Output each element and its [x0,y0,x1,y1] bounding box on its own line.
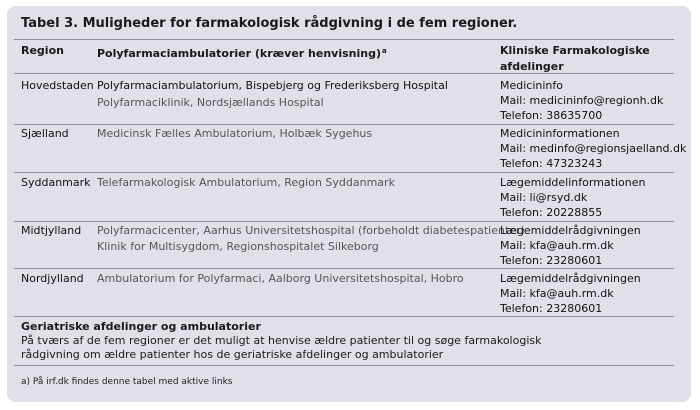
row-syddanmark-region: Syddanmark [21,176,91,189]
row-nordjylland-region: Nordjylland [21,272,84,285]
row-sjaelland-region: Sjælland [21,127,69,140]
row-sjaelland-klinisk-2: Mail: medinfo@regionsjaelland.dk [500,142,687,155]
row-hovedstaden-poly-1: Polyfarmaciambulatorium, Bispebjerg og Frederiksberg Hospital [97,79,448,92]
header-klinisk [500,43,650,75]
header-klinisk-line2: afdelinger [500,60,564,73]
rule-row-3 [14,221,674,222]
row-hovedstaden-poly-2: Polyfarmaciklinik, Nordsjællands Hospital [97,96,324,109]
row-nordjylland-poly-1: Ambulatorium for Polyfarmaci, Aalborg Universitetshospital, Hobro [97,272,464,285]
geriatric-text: På tværs af de fem regioner er det muligt at henvise ældre patienter til og søge farmakologisk rådgivning om ældre patienter hos de geriatriske afdelinger og ambulatorier [21,334,542,361]
row-nordjylland-klinisk-2: Mail: kfa@auh.rm.dk [500,287,614,300]
rule-top [14,39,674,40]
row-nordjylland-klinisk-1: Lægemiddelrådgivningen [500,272,641,285]
row-sjaelland-klinisk-3: Telefon: 47323243 [500,157,603,170]
row-sjaelland-klinisk-1: Medicininformationen [500,127,620,140]
header-region: Region [21,44,64,57]
rule-header [14,73,674,74]
row-midtjylland-poly-2: Klinik for Multisygdom, Regionshospitalet Silkeborg [97,240,379,253]
rule-row-1 [14,124,674,125]
rule-row-5 [14,316,674,317]
geriatric-title: Geriatriske afdelinger og ambulatorier [21,320,261,333]
row-syddanmark-klinisk-3: Telefon: 20228855 [500,206,603,219]
header-klinisk-line1: Kliniske Farmakologiske [500,44,650,57]
footnote-marker: a [382,47,387,55]
rule-row-2 [14,172,674,173]
row-midtjylland-klinisk-3: Telefon: 23280601 [500,254,603,267]
row-midtjylland-klinisk-1: Lægemiddelrådgivningen [500,224,641,237]
row-syddanmark-poly-1: Telefarmakologisk Ambulatorium, Region Syddanmark [97,176,395,189]
row-sjaelland-poly-1: Medicinsk Fælles Ambulatorium, Holbæk Sygehus [97,127,373,140]
row-syddanmark-klinisk-1: Lægemiddelinformationen [500,176,646,189]
table-title: Tabel 3. Muligheder for farmakologisk rådgivning i de fem regioner. [21,16,518,31]
row-hovedstaden-klinisk-1: Medicininfo [500,79,564,92]
row-syddanmark-klinisk-2: Mail: li@rsyd.dk [500,191,588,204]
header-polyfarmaci-label: Polyfarmaciambulatorier (kræver henvisning) [97,47,382,60]
row-midtjylland-region: Midtjylland [21,224,82,237]
row-midtjylland-poly-1: Polyfarmacicenter, Aarhus Universitetshospital (forbeholdt diabetespatienter) [97,224,525,237]
row-hovedstaden-klinisk-2: Mail: medicininfo@regionh.dk [500,94,664,107]
row-hovedstaden-region: Hovedstaden [21,79,94,92]
row-midtjylland-klinisk-2: Mail: kfa@auh.rm.dk [500,239,614,252]
footnote: a) På irf.dk findes denne tabel med aktive links [21,377,233,387]
rule-row-4 [14,268,674,269]
rule-footnote [14,365,674,366]
row-hovedstaden-klinisk-3: Telefon: 38635700 [500,109,603,122]
row-nordjylland-klinisk-3: Telefon: 23280601 [500,302,603,315]
header-polyfarmaci [97,43,387,62]
